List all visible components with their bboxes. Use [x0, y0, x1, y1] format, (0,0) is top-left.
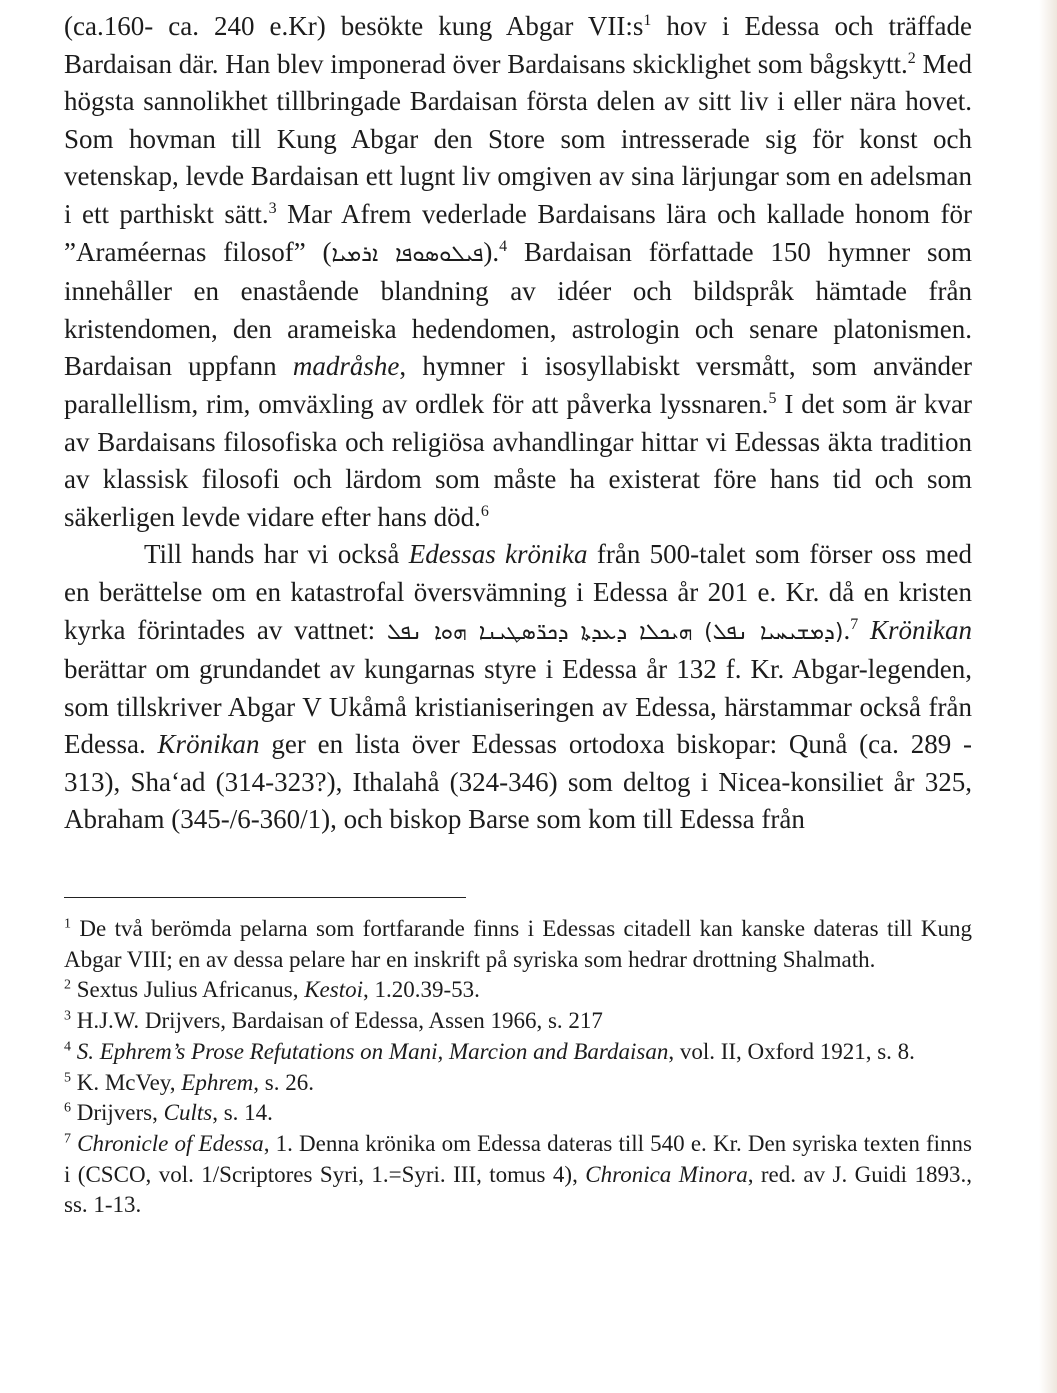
footnotes [64, 914, 972, 1221]
syriac-text: ܗܝܟܠܐ ܕܥܕܬܐ ܕܟܪ̈ܣܛܝܢܐ ܗܘܐ ܢܦܠ [386, 619, 693, 645]
footnote: $^1$ De två berömda pelarna som fortfarande finns i Edessas citadell kan kanske dateras till Kung Abgar VIII; en av dessa pelare har en inskrift på syriska som hedrar drottning Shalmath. [64, 916, 973, 972]
italic-title: Krönikan [869, 614, 972, 645]
footnote: $^3$ H.J.W. Drijvers, Bardaisan of Edessa, Assen 1966, s. 217 [64, 1008, 603, 1034]
italic-term: madråshe [292, 351, 400, 382]
footnote-ref-7: 7 [850, 615, 859, 633]
paragraph-1: (ca.160- ca. 240 e.Kr) besökte kung Abgar $VII:s^1$ hov i Edessa och träffade Bardaisan där. Han blev imponerad över Bardaisans skicklighet som bågskytt.$^2$ Med högsta sannolikhet tillbringade Bardaisan första delen av sitt liv i eller nära hovet. Som hovman till Kung Abgar den Store som intresserade sig för konst och vetenskap, levde Bardaisan ett lugnt liv omgiven av sina lärjungar som en adelsman i ett parthiskt sätt.$^3$ Mar Afrem vederlade Bardaisans lära och kallade honom för ”Araméernas filosof” (ܦܝܠܘܣܘܦܐ ܐܪܡܝܐ).$^4$ Bardaisan författade 150 hymner som innehåller en enastående blandning av idéer och bildspråk hämtade från kristendomen, den arameiska hedendomen, astrologin och senare platonismen. Bardaisan uppfann madråshe, hymner i isosyllabiskt versmått, som använder parallellism, rim, omväxling av ordlek för att påverka lyssnaren.$^5$ I det som är kvar av Bardaisans filosofiska och religiösa avhandlingar hittar vi Edessas äkta tradition av klassisk filosofi och lärdom som måste ha existerat före hans tid och som säkerligen levde vidare efter hans död.$^6$ [64, 11, 973, 532]
italic-title: Krönikan [157, 729, 260, 760]
footnote: $^5$ K. McVey, Ephrem, s. 26. [64, 1069, 314, 1095]
footnote: $^2$ Sextus Julius Africanus, Kestoi, 1.20.39-53. [64, 977, 480, 1003]
italic-title: Edessas krönika [408, 539, 588, 570]
footnote-ref-5: 5 [768, 389, 777, 407]
page-edge-shadow [1039, 0, 1057, 1393]
syriac-text: (ܕܡܫܝܚܝܐ ܢܦܠ) [704, 619, 844, 645]
footnote-ref-3: 3 [268, 199, 277, 217]
footnote-ref-2: 2 [907, 49, 916, 67]
footnote-ref-4: 4 [499, 237, 508, 255]
footnote: $^6$ Drijvers, Cults, s. 14. [64, 1100, 273, 1126]
syriac-text: ܦܝܠܘܣܘܦܐ ܐܪܡܝܐ [331, 241, 484, 267]
footnote-separator [64, 897, 466, 898]
footnote-ref-6: 6 [480, 502, 489, 520]
footnote: $^7$ Chronicle of Edessa, 1. Denna krönika om Edessa dateras till 540 e. Kr. Den syriska texten finns i (CSCO, vol. 1/Scriptores Syri, 1.=Syri. III, tomus 4), Chronica Minora, red. av J. Guidi 1893., ss. 1-13. [64, 1130, 973, 1218]
footnote-ref-1: 1 [643, 12, 652, 29]
footnote: $^4$ S. Ephrem’s Prose Refutations on Mani, Marcion and Bardaisan, vol. II, Oxford 1921, s. 8. [64, 1038, 915, 1064]
main-text [64, 8, 972, 839]
document-page [64, 8, 972, 1221]
paragraph-2: Till hands har vi också Edessas krönika från 500-talet som förser oss med en berättelse om en katastrofal översvämning i Edessa år 201 e. Kr. då en kristen kyrka förintades av vattnet: ܗܝܟܠܐ ܕܥܕܬܐ ܕܟܪ̈ܣܛܝܢܐ ܗܘܐ ܢܦܠ (ܕܡܫܝܚܝܐ ܢܦܠ).$^7$ Krönikan berättar om grundandet av kungarnas styre i Edessa år 132 f. Kr. Abgar-legenden, som tillskriver Abgar V Ukåmå kristianiseringen av Edessa, härstammar också från Edessa. Krönikan ger en lista över Edessas ortodoxa biskopar: Qunå (ca. 289 - 313), Sha‘ad (314-323?), Ithalahå (324-346) som deltog i Nicea-konsiliet år 325, Abraham (345-/6-360/1), och biskop Barse som kom till Edessa från [64, 539, 972, 835]
